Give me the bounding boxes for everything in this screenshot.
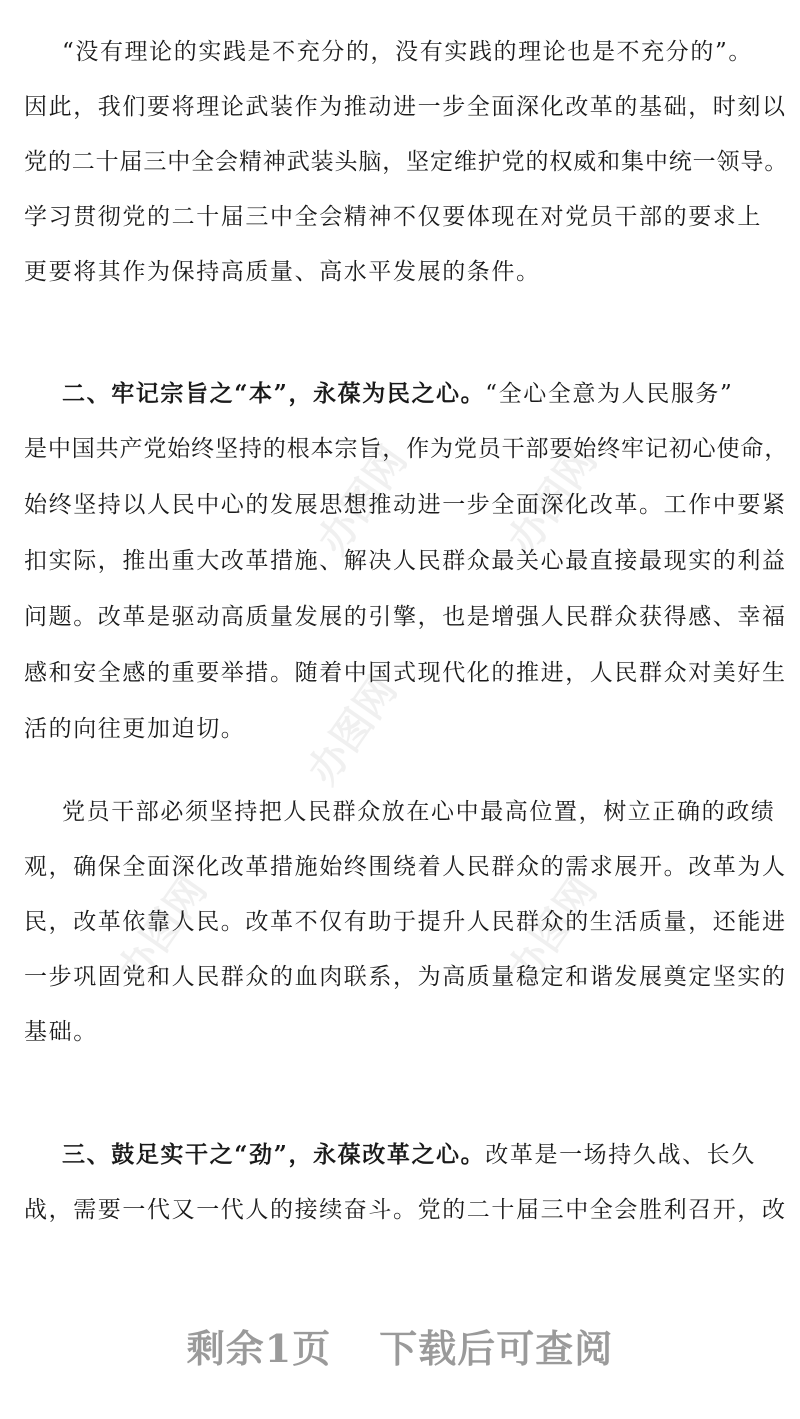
text-line: 基础。	[24, 1019, 98, 1045]
text-line: 一步巩固党和人民群众的血肉联系，为高质量稳定和谐发展奠定坚实的	[24, 964, 787, 990]
text-line: 问题。改革是驱动高质量发展的引擎，也是增强人民群众获得感、幸福	[24, 604, 787, 630]
text-line: 学习贯彻党的二十届三中全会精神不仅要体现在对党员干部的要求上	[24, 204, 762, 230]
download-prompt[interactable]	[0, 1318, 800, 1373]
text-line: “没有理论的实践是不充分的，没有实践的理论也是不充分的”。	[62, 39, 753, 65]
heading-rest-text: “全心全意为人民服务”	[485, 381, 734, 407]
heading-line	[62, 379, 733, 409]
text-line: 党的二十届三中全会精神武装头脑，坚定维护党的权威和集中统一领导。	[24, 149, 789, 175]
watermark: 办图网	[499, 438, 607, 563]
text-line: 感和安全感的重要举措。随着中国式现代化的推进，人民群众对美好生	[24, 660, 787, 686]
section-heading-2: 二、牢记宗旨之“本”，永葆为民之心。	[62, 380, 486, 407]
watermark: 办图网	[299, 668, 407, 793]
heading-rest-text: 改革是一场持久战、长久	[485, 1142, 756, 1168]
text-line: 战，需要一代又一代人的接续奋斗。党的二十届三中全会胜利召开，改	[24, 1197, 787, 1223]
watermark: 办图网	[499, 868, 607, 993]
section-heading-3: 三、鼓足实干之“劲”，永葆改革之心。	[62, 1141, 486, 1168]
text-line: 始终坚持以人民中心的发展思想推动进一步全面深化改革。工作中要紧	[24, 492, 787, 518]
remaining-pages-label: 剩余1页	[186, 1326, 332, 1371]
watermark: 办图网	[109, 868, 217, 993]
text-line: 活的向往更加迫切。	[24, 716, 246, 742]
text-line: 观，确保全面深化改革措施始终围绕着人民群众的需求展开。改革为人	[24, 854, 787, 880]
text-line: 扣实际，推出重大改革措施、解决人民群众最关心最直接最现实的利益	[24, 548, 787, 574]
text-line: 民，改革依靠人民。改革不仅有助于提升人民群众的生活质量，还能进	[24, 909, 787, 935]
heading-line	[62, 1140, 756, 1170]
text-line: 是中国共产党始终坚持的根本宗旨，作为党员干部要始终牢记初心使命，	[24, 436, 789, 462]
text-line: 因此，我们要将理论武装作为推动进一步全面深化改革的基础，时刻以	[24, 94, 787, 120]
text-line: 党员干部必须坚持把人民群众放在心中最高位置，树立正确的政绩	[62, 799, 776, 825]
download-to-view-label[interactable]: 下载后可查阅	[379, 1326, 614, 1371]
text-line: 更要将其作为保持高质量、高水平发展的条件。	[24, 259, 541, 285]
watermark: 办图网	[309, 438, 417, 563]
